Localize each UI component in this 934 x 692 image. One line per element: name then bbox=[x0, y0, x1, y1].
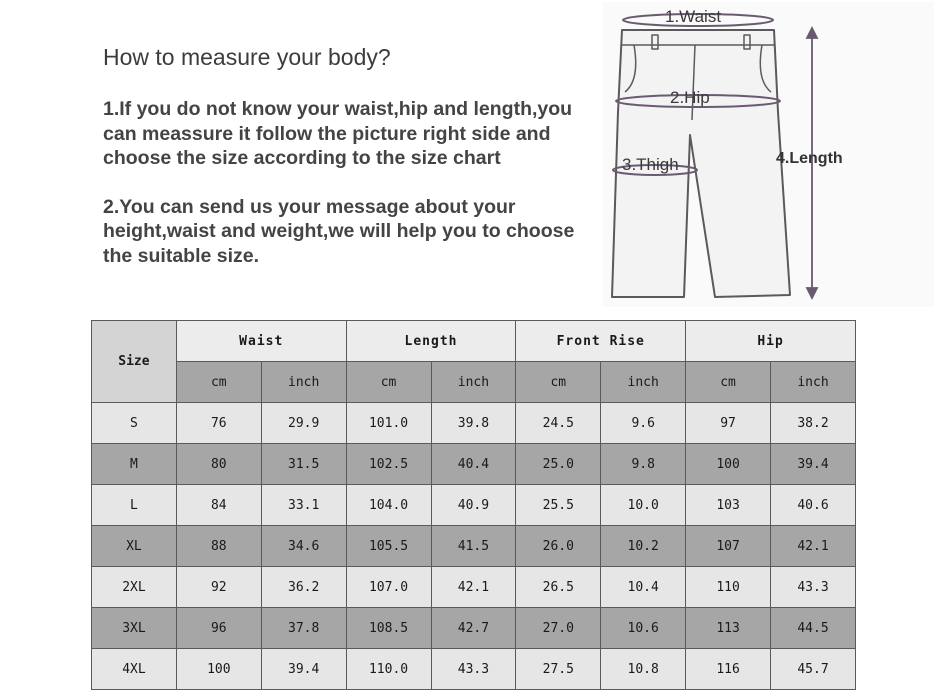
instruction-step-1: 1.If you do not know your waist,hip and length,you can meassure it follow the picture right side and choose the size according to the size chart bbox=[103, 98, 573, 169]
measurement-cell: 42.7 bbox=[431, 608, 516, 649]
pants-measurement-diagram bbox=[600, 0, 934, 310]
measurement-cell: 39.4 bbox=[771, 444, 856, 485]
measurement-cell: 29.9 bbox=[261, 403, 346, 444]
size-column-header: Size bbox=[92, 321, 177, 403]
size-chart-table bbox=[91, 320, 856, 690]
measurement-cell: 76 bbox=[176, 403, 261, 444]
size-cell: XL bbox=[92, 526, 177, 567]
measurement-cell: 39.8 bbox=[431, 403, 516, 444]
size-cell: S bbox=[92, 403, 177, 444]
front-rise-group-header: Front Rise bbox=[516, 321, 686, 362]
unit-header: inch bbox=[431, 362, 516, 403]
measurement-cell: 10.8 bbox=[601, 649, 686, 690]
measurement-cell: 108.5 bbox=[346, 608, 431, 649]
measurement-cell: 104.0 bbox=[346, 485, 431, 526]
table-row bbox=[92, 649, 856, 690]
measurement-cell: 10.6 bbox=[601, 608, 686, 649]
unit-header: cm bbox=[346, 362, 431, 403]
measure-instructions bbox=[103, 44, 583, 268]
measurement-cell: 27.5 bbox=[516, 649, 601, 690]
measurement-cell: 110 bbox=[686, 567, 771, 608]
measurement-cell: 107.0 bbox=[346, 567, 431, 608]
size-chart-unit-header-row bbox=[92, 362, 856, 403]
unit-header: inch bbox=[601, 362, 686, 403]
measurement-cell: 25.0 bbox=[516, 444, 601, 485]
measurement-cell: 9.6 bbox=[601, 403, 686, 444]
unit-header: inch bbox=[261, 362, 346, 403]
waist-label: 1.Waist bbox=[665, 7, 722, 26]
measurement-cell: 97 bbox=[686, 403, 771, 444]
unit-header: cm bbox=[176, 362, 261, 403]
measurement-cell: 42.1 bbox=[771, 526, 856, 567]
hip-group-header: Hip bbox=[686, 321, 856, 362]
measurement-cell: 25.5 bbox=[516, 485, 601, 526]
measurement-cell: 92 bbox=[176, 567, 261, 608]
measurement-cell: 43.3 bbox=[771, 567, 856, 608]
measurement-cell: 100 bbox=[176, 649, 261, 690]
measurement-cell: 100 bbox=[686, 444, 771, 485]
table-row bbox=[92, 485, 856, 526]
measurement-cell: 26.5 bbox=[516, 567, 601, 608]
measurement-cell: 84 bbox=[176, 485, 261, 526]
measurement-cell: 105.5 bbox=[346, 526, 431, 567]
measurement-cell: 38.2 bbox=[771, 403, 856, 444]
measurement-cell: 113 bbox=[686, 608, 771, 649]
length-label: 4.Length bbox=[776, 150, 843, 167]
unit-header: cm bbox=[686, 362, 771, 403]
instructions-title: How to measure your body? bbox=[103, 44, 391, 70]
measurement-cell: 103 bbox=[686, 485, 771, 526]
size-cell: 3XL bbox=[92, 608, 177, 649]
unit-header: cm bbox=[516, 362, 601, 403]
measurement-cell: 40.4 bbox=[431, 444, 516, 485]
measurement-cell: 10.4 bbox=[601, 567, 686, 608]
thigh-label: 3.Thigh bbox=[622, 155, 679, 174]
table-row bbox=[92, 567, 856, 608]
measurement-cell: 116 bbox=[686, 649, 771, 690]
size-chart-group-header-row bbox=[92, 321, 856, 362]
size-cell: 2XL bbox=[92, 567, 177, 608]
measurement-cell: 96 bbox=[176, 608, 261, 649]
table-row bbox=[92, 403, 856, 444]
size-cell: 4XL bbox=[92, 649, 177, 690]
size-cell: L bbox=[92, 485, 177, 526]
measurement-cell: 102.5 bbox=[346, 444, 431, 485]
measurement-cell: 110.0 bbox=[346, 649, 431, 690]
measurement-cell: 24.5 bbox=[516, 403, 601, 444]
measurement-cell: 34.6 bbox=[261, 526, 346, 567]
measurement-cell: 101.0 bbox=[346, 403, 431, 444]
size-cell: M bbox=[92, 444, 177, 485]
table-row bbox=[92, 526, 856, 567]
measurement-cell: 37.8 bbox=[261, 608, 346, 649]
measurement-cell: 39.4 bbox=[261, 649, 346, 690]
table-row bbox=[92, 444, 856, 485]
table-row bbox=[92, 608, 856, 649]
measurement-cell: 26.0 bbox=[516, 526, 601, 567]
measurement-cell: 88 bbox=[176, 526, 261, 567]
measurement-cell: 10.0 bbox=[601, 485, 686, 526]
measurement-cell: 45.7 bbox=[771, 649, 856, 690]
measurement-cell: 107 bbox=[686, 526, 771, 567]
hip-label: 2.Hip bbox=[670, 88, 710, 107]
measurement-cell: 40.6 bbox=[771, 485, 856, 526]
instruction-step-2: 2.You can send us your message about your height,waist and weight,we will help you to choose the suitable size. bbox=[103, 195, 575, 267]
measurement-cell: 44.5 bbox=[771, 608, 856, 649]
measurement-cell: 36.2 bbox=[261, 567, 346, 608]
measurement-cell: 27.0 bbox=[516, 608, 601, 649]
measurement-cell: 42.1 bbox=[431, 567, 516, 608]
measurement-cell: 41.5 bbox=[431, 526, 516, 567]
measurement-cell: 33.1 bbox=[261, 485, 346, 526]
measurement-cell: 9.8 bbox=[601, 444, 686, 485]
waist-group-header: Waist bbox=[176, 321, 346, 362]
measurement-cell: 10.2 bbox=[601, 526, 686, 567]
unit-header: inch bbox=[771, 362, 856, 403]
measurement-cell: 80 bbox=[176, 444, 261, 485]
measurement-cell: 43.3 bbox=[431, 649, 516, 690]
measurement-cell: 40.9 bbox=[431, 485, 516, 526]
measurement-cell: 31.5 bbox=[261, 444, 346, 485]
length-group-header: Length bbox=[346, 321, 516, 362]
